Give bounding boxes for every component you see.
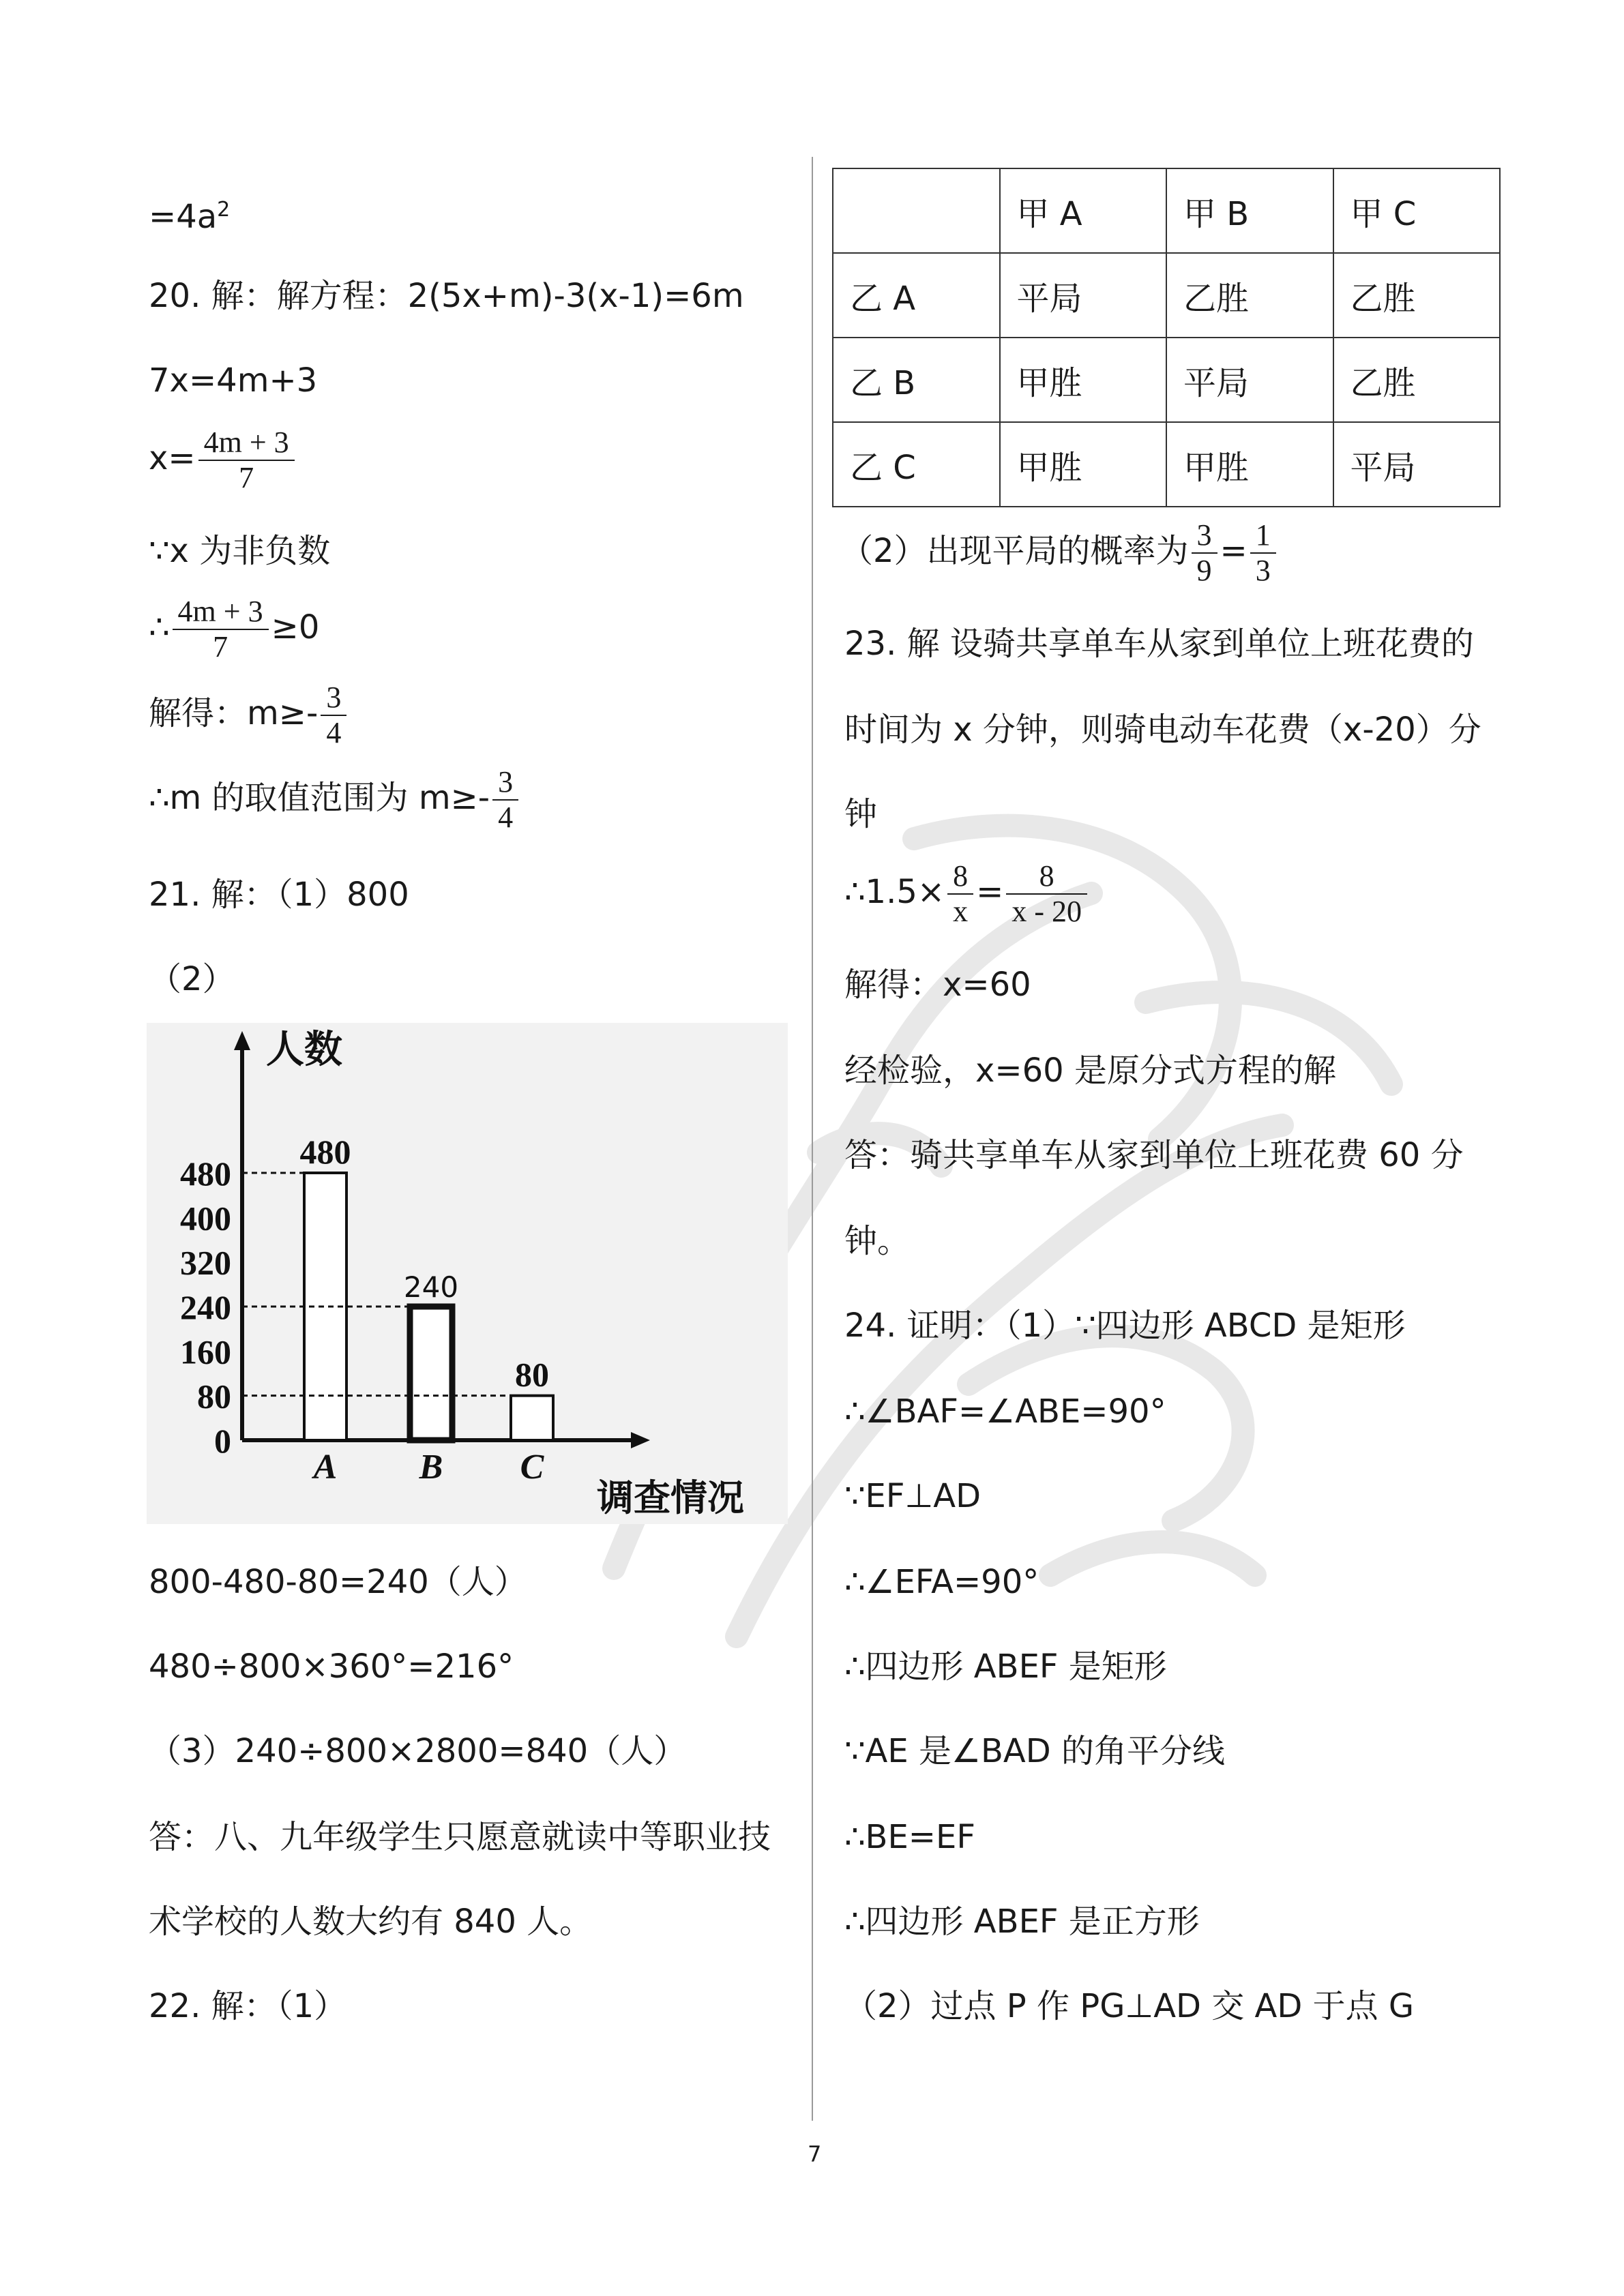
denominator: x - 20: [1012, 895, 1082, 928]
numerator: 8: [947, 859, 973, 895]
q22-probability: [840, 518, 1279, 588]
fraction: [1006, 859, 1087, 929]
numerator: 4m + 3: [198, 426, 295, 461]
table-cell: 乙 A: [833, 253, 1000, 338]
denominator: 7: [239, 461, 254, 494]
bar: [410, 1307, 452, 1440]
table-cell: 平局: [1000, 253, 1167, 338]
table-cell: 平局: [1166, 338, 1333, 422]
q20-line-6: [149, 681, 349, 750]
text-line: [149, 190, 230, 237]
table-row: [833, 422, 1500, 507]
q23-line-1: 23. 解 设骑共享单车从家到单位上班花费的: [844, 625, 1474, 663]
q21-line-2: （2）: [149, 960, 235, 998]
numerator: 4m + 3: [173, 595, 269, 630]
q24-line-1: 24. 证明：（1）∵四边形 ABCD 是矩形: [844, 1307, 1406, 1345]
q20-line-2: 7x=4m+3: [149, 361, 318, 400]
q20-line-4: ∵x 为非负数: [149, 532, 331, 570]
table-cell: 乙 B: [833, 338, 1000, 422]
numerator: 3: [492, 765, 518, 801]
q22-line-1: 22. 解：（1）: [149, 1987, 347, 2025]
bar-chart: [147, 1023, 788, 1524]
q24-line-2: ∴∠BAF=∠ABE=90°: [844, 1392, 1166, 1431]
q20-line-3: [149, 426, 297, 507]
q23-line-7: 答：骑共享单车从家到单位上班花费 60 分: [844, 1136, 1464, 1174]
table-row: [833, 253, 1500, 338]
therefore-symbol: ∴: [149, 608, 170, 646]
table-cell: 甲胜: [1166, 422, 1333, 507]
fraction: [947, 859, 973, 929]
fraction: [1250, 518, 1276, 588]
table-header-cell: 甲 B: [1166, 168, 1333, 253]
y-axis-title: 人数: [266, 1028, 342, 1072]
q24-line-8: ∴四边形 ABEF 是正方形: [844, 1903, 1200, 1941]
fraction: [321, 681, 346, 750]
table-cell: 乙胜: [1333, 338, 1501, 422]
q24-line-9: （2）过点 P 作 PG⊥AD 交 AD 于点 G: [844, 1987, 1415, 2025]
q23-line-8: 钟。: [844, 1222, 911, 1260]
q24-line-5: ∴四边形 ABEF 是矩形: [844, 1648, 1167, 1686]
q23-line-5: 解得：x=60: [844, 966, 1031, 1004]
equals-sign: =: [976, 873, 1004, 911]
table-header-cell: 甲 A: [1000, 168, 1167, 253]
y-tick-label: 400: [180, 1199, 231, 1238]
table-header-row: [833, 168, 1500, 253]
denominator: x: [953, 895, 969, 928]
q24-line-6: ∵AE 是∠BAD 的角平分线: [844, 1732, 1225, 1770]
q23-equation: [844, 859, 1090, 929]
q21-answer-2: 术学校的人数大约有 840 人。: [149, 1903, 593, 1941]
q20-line-5: [149, 595, 319, 664]
y-tick-label: 80: [197, 1377, 231, 1416]
table-cell: 乙胜: [1333, 253, 1501, 338]
table-cell: 乙胜: [1166, 253, 1333, 338]
numerator: 3: [1192, 518, 1217, 554]
q21-calc-1: 800-480-80=240（人）: [149, 1563, 527, 1601]
q24-line-7: ∴BE=EF: [844, 1818, 975, 1856]
q23-line-3: 钟: [844, 795, 878, 833]
q20-line-7: [149, 765, 521, 835]
y-tick-label: 240: [180, 1288, 231, 1326]
data-label: 480: [299, 1133, 351, 1171]
table-header-cell: [833, 168, 1000, 253]
q24-line-4: ∴∠EFA=90°: [844, 1563, 1039, 1601]
fraction: [1192, 518, 1217, 588]
exponent: 2: [217, 198, 231, 222]
denominator: 4: [326, 716, 342, 749]
data-label: 240: [403, 1270, 459, 1304]
y-tick-label: 160: [180, 1332, 231, 1371]
q23-line-2: 时间为 x 分钟，则骑电动车花费（x-20）分: [844, 711, 1481, 749]
y-tick-label: 320: [180, 1243, 231, 1282]
q24-line-3: ∵EF⊥AD: [844, 1477, 981, 1515]
denominator: 4: [498, 801, 514, 834]
page-number: 7: [808, 2141, 822, 2167]
column-divider: [812, 157, 813, 2121]
category-label: A: [313, 1448, 338, 1487]
expression: =4a: [149, 198, 218, 236]
label: 解得：m≥-: [149, 694, 319, 732]
table-cell: 平局: [1333, 422, 1501, 507]
label: （2）出现平局的概率为: [840, 532, 1189, 570]
category-label: C: [520, 1448, 544, 1487]
denominator: 3: [1255, 554, 1271, 587]
label: ∴1.5×: [844, 873, 945, 911]
inequality: ≥0: [271, 608, 320, 646]
label: ∴m 的取值范围为 m≥-: [149, 779, 490, 817]
denominator: 7: [213, 630, 228, 664]
equals-sign: =: [1220, 532, 1247, 570]
label: x=: [149, 439, 196, 477]
q21-calc-2: 480÷800×360°=216°: [149, 1648, 514, 1686]
numerator: 1: [1250, 518, 1276, 554]
bar: [511, 1396, 553, 1440]
fraction: [492, 765, 518, 835]
fraction: [173, 595, 269, 664]
q23-line-6: 经检验，x=60 是原分式方程的解: [844, 1052, 1336, 1090]
q20-line-1: 20. 解：解方程：2(5x+m)-3(x-1)=6m: [149, 277, 744, 315]
match-results-table: [832, 168, 1501, 507]
y-tick-label: 0: [214, 1422, 231, 1460]
table-cell: 甲胜: [1000, 338, 1167, 422]
table-row: [833, 338, 1500, 422]
table-cell: 甲胜: [1000, 422, 1167, 507]
table-header-cell: 甲 C: [1333, 168, 1501, 253]
q21-answer-1: 答：八、九年级学生只愿意就读中等职业技: [149, 1818, 771, 1856]
table-cell: 乙 C: [833, 422, 1000, 507]
x-axis-title: 调查情况: [597, 1476, 744, 1519]
q21-calc-3: （3）240÷800×2800=840（人）: [149, 1732, 687, 1770]
numerator: 3: [321, 681, 346, 716]
q21-line-1: 21. 解：（1）800: [149, 876, 409, 914]
y-tick-label: 480: [180, 1154, 231, 1193]
numerator: 8: [1006, 859, 1087, 895]
denominator: 9: [1196, 554, 1212, 587]
data-label: 80: [515, 1355, 549, 1394]
fraction: [198, 426, 295, 495]
category-label: B: [419, 1448, 443, 1487]
